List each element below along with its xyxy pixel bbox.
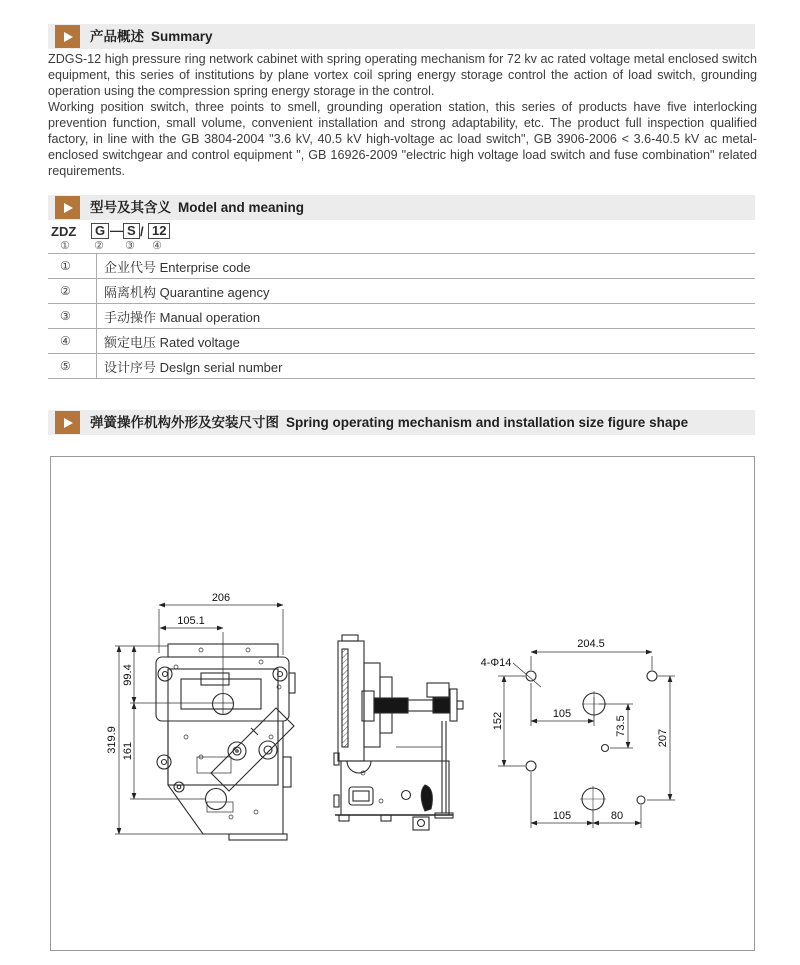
dim-front-total-width: 206 [211,592,231,604]
dim-front-total-height: 319.9 [106,726,118,754]
dim-front-inner-width: 105.1 [177,615,205,627]
row-description: 手动操作 Manual operation [104,309,261,325]
section-header-model [48,195,755,220]
front-view-dimensions [115,605,283,834]
dim-holes-right-height: 207 [657,728,669,748]
table-row [48,304,755,329]
model-mark-2: ② [94,240,104,252]
row-description: 企业代号 Enterprise code [104,259,251,275]
dim-holes-top-width: 204.5 [577,638,605,650]
model-mark-1: ① [60,240,70,252]
model-code-box-2: S [123,223,140,239]
model-code-prefix: ZDZ [51,224,77,239]
model-mark-4: ④ [152,240,162,252]
dim-front-upper-height: 99.4 [122,664,134,686]
model-table [48,253,755,379]
row-description: 额定电压 Rated voltage [104,334,240,350]
row-number: ⑤ [48,354,97,378]
row-number: ④ [48,329,97,353]
section-header-drawing [48,410,755,435]
row-number: ② [48,279,97,303]
dim-holes-left-height: 152 [492,711,504,731]
row-description: 设计序号 Deslgn serial number [104,359,283,375]
dim-holes-callout: 4-Φ14 [480,657,512,669]
dim-holes-bottom-inner: 105 [552,810,572,822]
model-code-dash: — [110,223,123,238]
model-mark-3: ③ [125,240,135,252]
table-row [48,354,755,379]
section-title-drawing [90,410,688,435]
section-title-zh: 弹簧操作机构外形及安装尺寸图 [90,415,279,430]
hole-pattern-view [526,671,657,810]
play-icon [55,196,80,219]
section-title-zh: 型号及其含义 [90,200,171,215]
section-title-summary [90,24,213,49]
model-code-slash: / [140,224,144,239]
model-code-box-3: 12 [148,223,170,239]
section-title-zh: 产品概述 [90,29,144,44]
row-description: 隔离机构 Quarantine agency [104,284,270,300]
dim-holes-mid-width: 105 [552,708,572,720]
summary-paragraph-2: Working position switch, three points to smell, grounding operation station, this series of products have five interlocking prevention function, small volume, convenient installation and strong adaptability, etc. The product full inspection qualified factory, in line with the GB 3804-2004 "3.6 kV, 40.5 kV high-voltage ac load switch", GB 3906-2006 < 3.6-40.5 kV ac metal-enclosed switchgear and control equipment ", GB 16926-2009 "electric high voltage load switch and fuse combination" related requirements. [48,100,757,178]
table-row [48,329,755,354]
table-row [48,254,755,279]
model-code-box-1: G [91,223,109,239]
row-number: ① [48,254,97,278]
drawing-panel [50,456,755,951]
row-number: ③ [48,304,97,328]
technical-drawing-svg [51,457,754,950]
summary-text [48,51,757,179]
dim-front-lower-height: 161 [122,741,134,761]
section-title-en: Summary [151,29,213,44]
hole-pattern-dimensions [498,652,675,828]
table-row [48,279,755,304]
dim-holes-bottom-outer: 80 [610,810,624,822]
section-title-en: Spring operating mechanism and installation size figure shape [286,415,689,430]
section-header-summary [48,24,755,49]
play-triangle-icon [64,32,73,42]
section-title-model [90,195,304,220]
dim-holes-mid-height: 73.5 [615,715,627,737]
side-view [334,635,463,830]
play-icon [55,411,80,434]
play-icon [55,25,80,48]
play-triangle-icon [64,203,73,213]
play-triangle-icon [64,418,73,428]
summary-paragraph-1: ZDGS-12 high pressure ring network cabinet with spring operating mechanism for 72 kv ac rated voltage metal enclosed switch equipment, this series of institutions by plane vortex coil spring energy storage control the action of load switch, grounding operation using the compression spring energy storage in the control. [48,52,757,98]
front-view [156,644,295,840]
section-title-en: Model and meaning [178,200,305,215]
